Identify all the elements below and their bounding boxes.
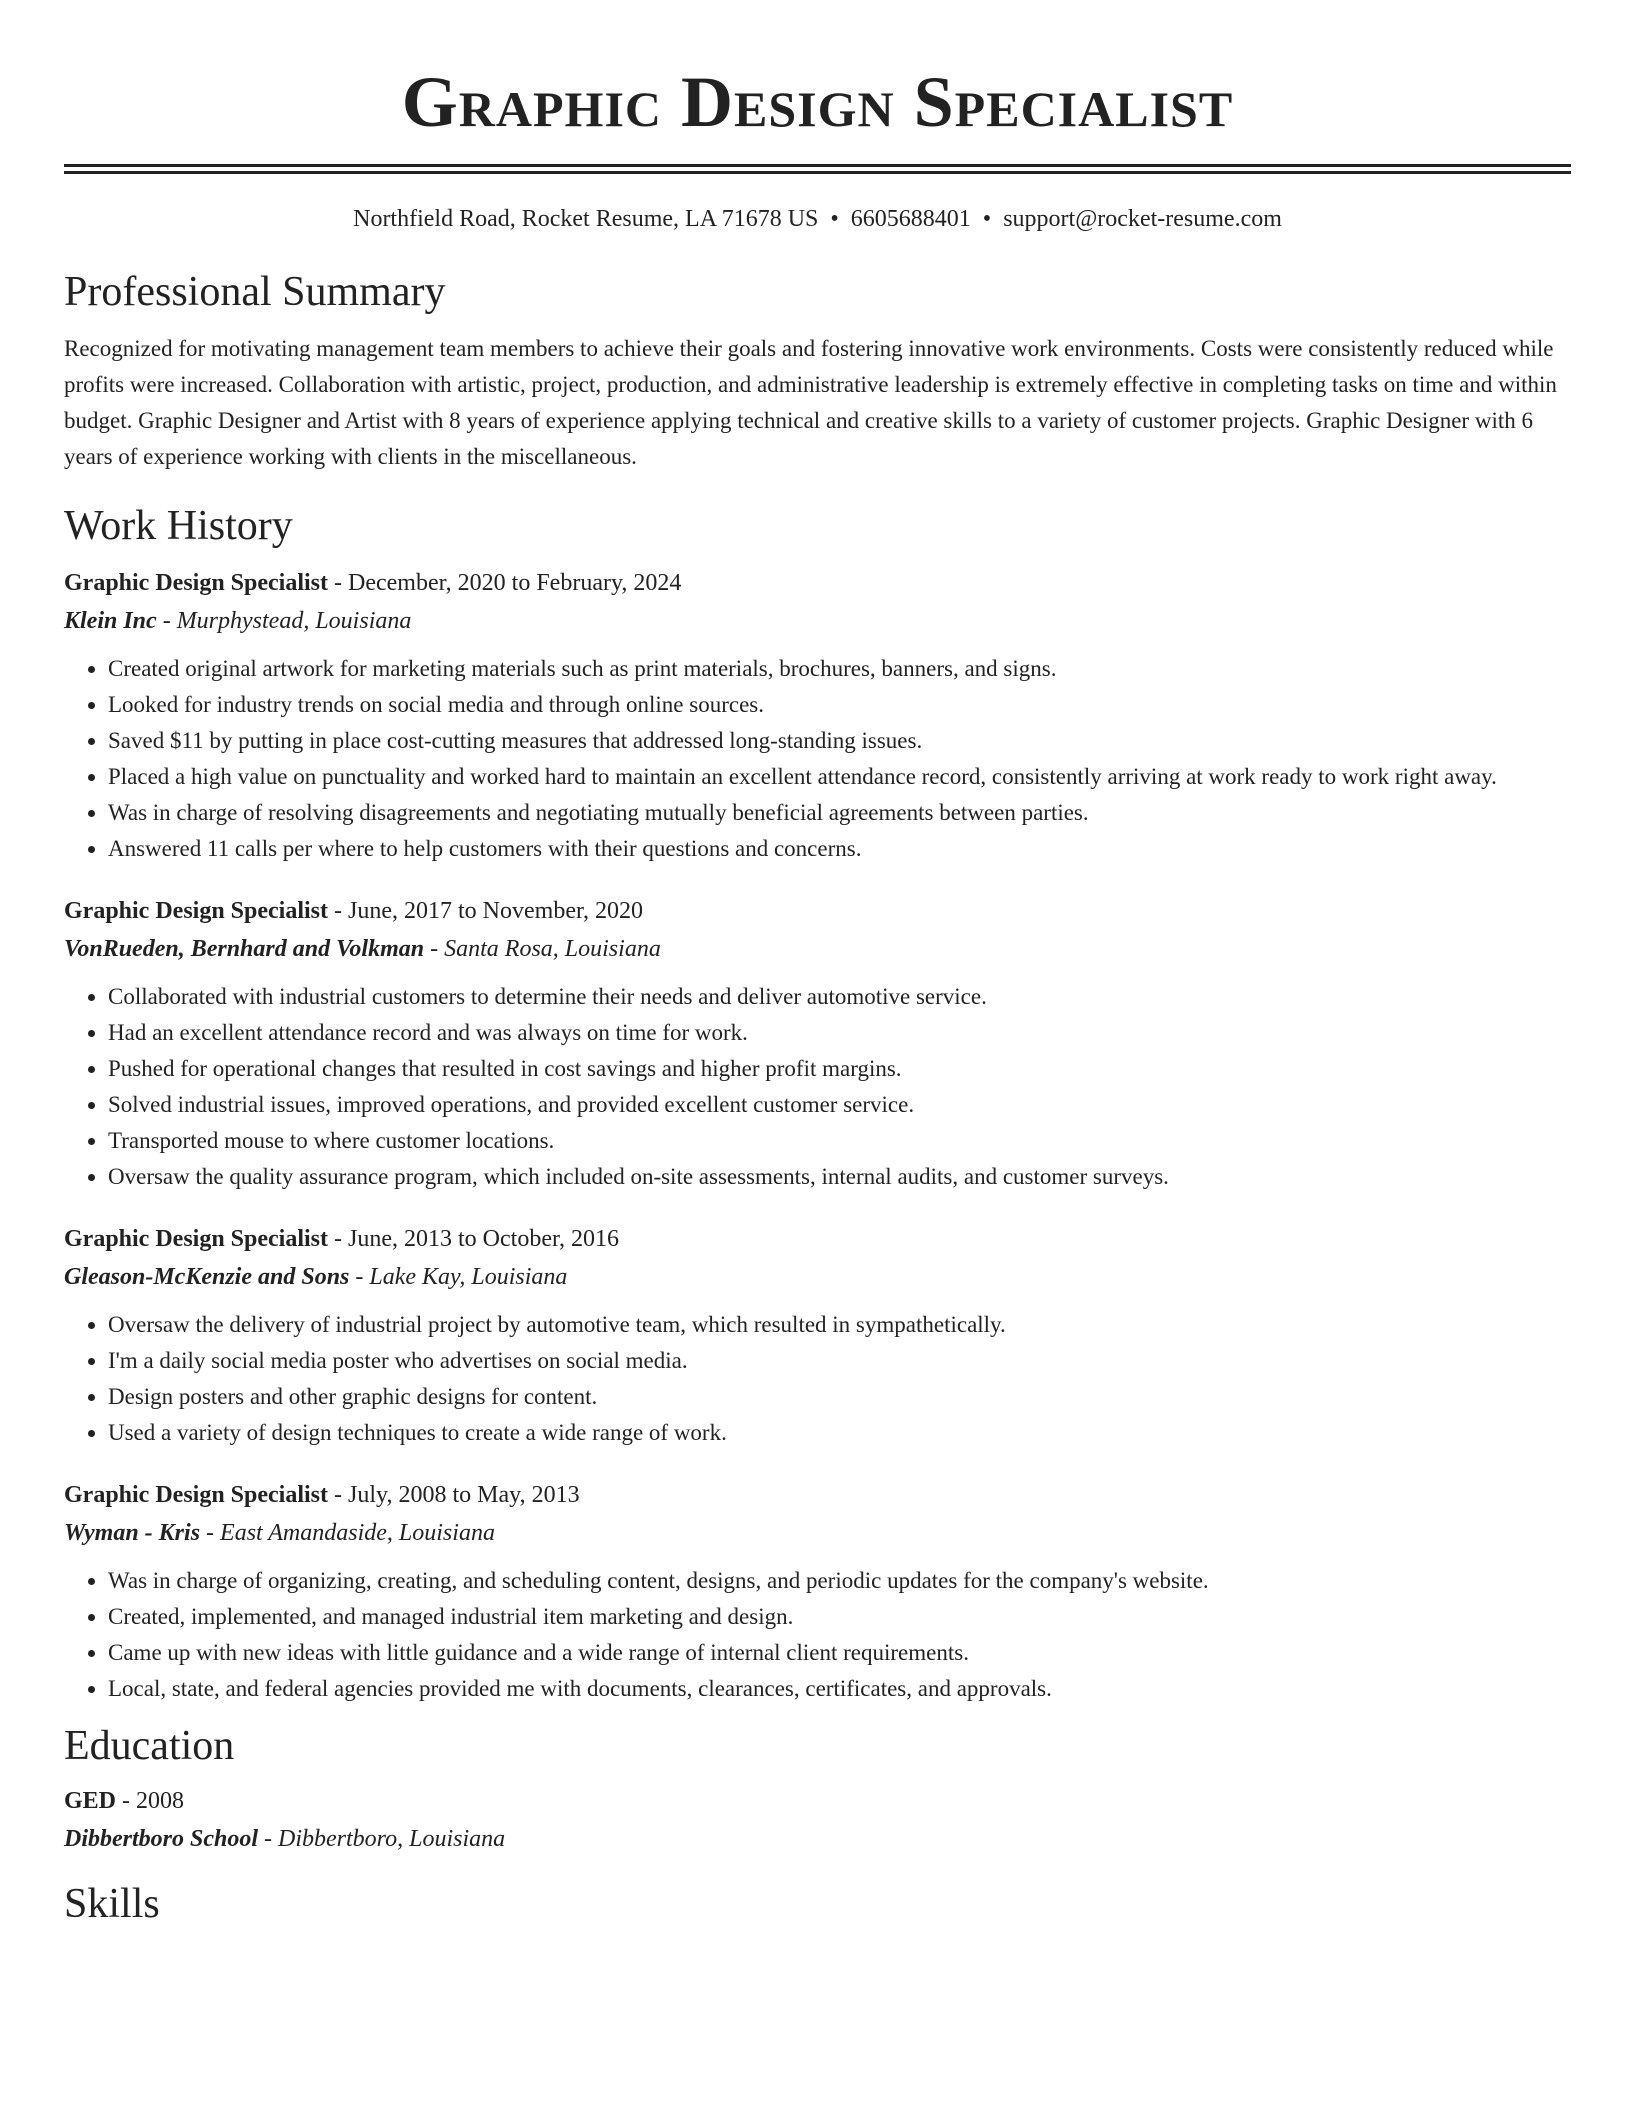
- summary-text: Recognized for motivating management team members to achieve their goals and fostering innovative work environments. Costs were consistently reduced while profits were increased. Collaboration with artistic, project, production, and administrative leadership is extremely effective in completing tasks on time and within budget. Graphic Designer and Artist with 8 years of experience applying technical and creative skills to a variety of customer projects. Graphic Designer with 6 years of experience working with clients in the miscellaneous.: [64, 336, 1557, 469]
- work-history-heading: Work History: [64, 503, 293, 549]
- job-dash: -: [328, 1226, 349, 1252]
- job-title-line: [64, 1223, 1571, 1255]
- job-bullet: • Oversaw the delivery of industrial project by automotive team, which resulted in sympathetically.: [108, 1307, 1571, 1343]
- education-degree: GED: [64, 1788, 117, 1814]
- job-company-line: [64, 1261, 1571, 1293]
- job-company-line: [64, 605, 1571, 637]
- job-bullet: • Created, implemented, and managed industrial item marketing and design.: [108, 1599, 1571, 1635]
- job-entry: [64, 1223, 1571, 1451]
- job-bullet: • Created original artwork for marketing materials such as print materials, brochures, banners, and signs.: [108, 651, 1571, 687]
- job-dash: -: [200, 1520, 221, 1546]
- job-bullet: • Saved $11 by putting in place cost-cutting measures that addressed long-standing issues.: [108, 723, 1571, 759]
- job-dash: -: [424, 936, 445, 962]
- job-bullet: • Came up with new ideas with little guidance and a wide range of internal client requirements.: [108, 1635, 1571, 1671]
- job-bullet-list: [64, 651, 1571, 867]
- job-dash: -: [349, 1264, 370, 1290]
- job-bullet: • Looked for industry trends on social media and through online sources.: [108, 687, 1571, 723]
- education-entry: [64, 1785, 1571, 1855]
- job-bullet: • Oversaw the quality assurance program, which included on-site assessments, internal audits, and customer surveys.: [108, 1159, 1571, 1195]
- job-bullet: • Collaborated with industrial customers to determine their needs and deliver automotive service.: [108, 979, 1571, 1015]
- job-company: Wyman - Kris: [64, 1520, 201, 1546]
- job-bullet-list: [64, 979, 1571, 1195]
- job-company-line: [64, 933, 1571, 965]
- job-location: Santa Rosa, Louisiana: [444, 936, 661, 962]
- job-company-line: [64, 1517, 1571, 1549]
- job-dates: June, 2017 to November, 2020: [348, 898, 644, 924]
- job-bullet: • Pushed for operational changes that resulted in cost savings and higher profit margins.: [108, 1051, 1571, 1087]
- contact-address: Northfield Road, Rocket Resume, LA 71678 US: [353, 206, 819, 232]
- summary-heading: Professional Summary: [64, 269, 446, 315]
- job-location: Lake Kay, Louisiana: [369, 1264, 568, 1290]
- job-bullet-list: [64, 1307, 1571, 1451]
- contact-phone: 6605688401: [850, 206, 971, 232]
- job-bullet: • Placed a high value on punctuality and worked hard to maintain an excellent attendance record, consistently arriving at work ready to work right away.: [108, 759, 1571, 795]
- job-entry: [64, 567, 1571, 867]
- education-school-line: [64, 1823, 1571, 1855]
- job-dash: -: [328, 1482, 349, 1508]
- resume-name-heading: Graphic Design Specialist: [401, 62, 1234, 142]
- job-dates: June, 2013 to October, 2016: [348, 1226, 620, 1252]
- contact-separator: •: [830, 206, 839, 232]
- job-title: Graphic Design Specialist: [64, 570, 329, 596]
- job-bullet: • Solved industrial issues, improved operations, and provided excellent customer service.: [108, 1087, 1571, 1123]
- job-bullet: • Transported mouse to where customer locations.: [108, 1123, 1571, 1159]
- job-title-line: [64, 1479, 1571, 1511]
- job-entry: [64, 895, 1571, 1195]
- header-double-rule: [64, 164, 1571, 174]
- skills-heading: Skills: [64, 1881, 160, 1927]
- job-bullet: • Had an excellent attendance record and was always on time for work.: [108, 1015, 1571, 1051]
- education-dash: -: [258, 1826, 279, 1852]
- job-bullet: • Used a variety of design techniques to create a wide range of work.: [108, 1415, 1571, 1451]
- job-title-line: [64, 567, 1571, 599]
- job-title-line: [64, 895, 1571, 927]
- job-title: Graphic Design Specialist: [64, 898, 329, 924]
- education-heading: Education: [64, 1723, 235, 1769]
- resume-page: [64, 0, 1571, 1929]
- education-school: Dibbertboro School: [64, 1826, 259, 1852]
- education-degree-line: [64, 1785, 1571, 1817]
- job-company: VonRueden, Bernhard and Volkman: [64, 936, 425, 962]
- contact-separator: •: [982, 206, 992, 232]
- job-location: Murphystead, Louisiana: [176, 608, 412, 634]
- job-bullet: • Design posters and other graphic designs for content.: [108, 1379, 1571, 1415]
- job-dash: -: [328, 898, 349, 924]
- job-bullet-list: [64, 1563, 1571, 1707]
- job-title: Graphic Design Specialist: [64, 1482, 329, 1508]
- job-bullet: • Answered 11 calls per where to help customers with their questions and concerns.: [108, 831, 1571, 867]
- job-bullet: • Was in charge of organizing, creating, and scheduling content, designs, and periodic updates for the company's website.: [108, 1563, 1571, 1599]
- job-bullet: • Local, state, and federal agencies provided me with documents, clearances, certificates, and approvals.: [108, 1671, 1571, 1707]
- job-company: Klein Inc: [64, 608, 157, 634]
- job-dash: -: [328, 570, 349, 596]
- job-dates: July, 2008 to May, 2013: [348, 1482, 580, 1508]
- job-location: East Amandaside, Louisiana: [220, 1520, 495, 1546]
- job-title: Graphic Design Specialist: [64, 1226, 329, 1252]
- job-dates: December, 2020 to February, 2024: [348, 570, 682, 596]
- contact-line: [64, 204, 1571, 234]
- contact-email: support@rocket-resume.com: [1003, 206, 1282, 232]
- education-year: 2008: [136, 1788, 185, 1814]
- work-history-list: [64, 567, 1571, 1707]
- education-dash: -: [116, 1788, 137, 1814]
- education-location: Dibbertboro, Louisiana: [278, 1826, 506, 1852]
- job-entry: [64, 1479, 1571, 1707]
- job-bullet: • Was in charge of resolving disagreements and negotiating mutually beneficial agreements between parties.: [108, 795, 1571, 831]
- job-bullet: • I'm a daily social media poster who advertises on social media.: [108, 1343, 1571, 1379]
- job-company: Gleason-McKenzie and Sons: [64, 1264, 350, 1290]
- job-dash: -: [156, 608, 177, 634]
